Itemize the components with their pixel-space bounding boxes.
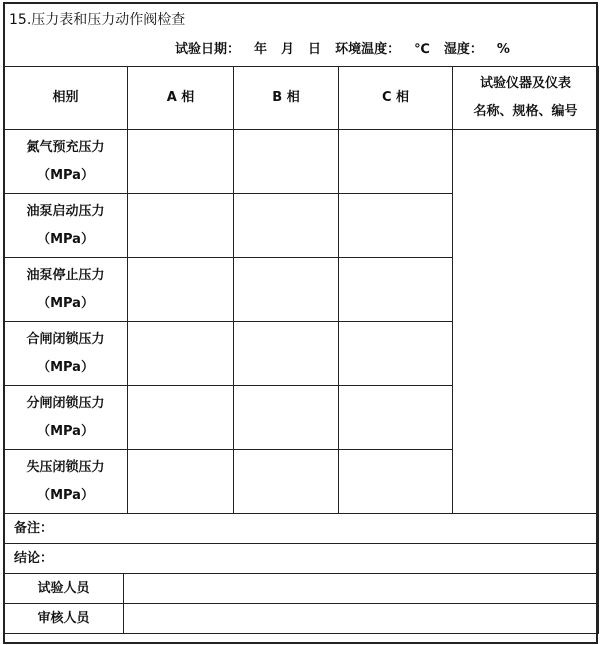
year-label: 年 — [254, 42, 268, 57]
cell-a-phase[interactable] — [128, 386, 234, 450]
instrument-cell[interactable] — [453, 130, 599, 514]
row-label: 合闸闭锁压力 （MPa） — [4, 322, 128, 386]
cell-a-phase[interactable] — [128, 450, 234, 514]
cell-a-phase[interactable] — [128, 194, 234, 258]
cell-c-phase[interactable] — [339, 258, 453, 322]
header-instrument: 试验仪器及仪表 名称、规格、编号 — [453, 67, 599, 130]
tester-input[interactable] — [124, 574, 599, 604]
row-label: 分闸闭锁压力 （MPa） — [4, 386, 128, 450]
remarks-field[interactable]: 备注： — [4, 514, 599, 544]
header-phase: 相别 — [4, 67, 128, 130]
date-label: 试验日期： — [175, 42, 241, 57]
cell-c-phase[interactable] — [339, 322, 453, 386]
header-c: C 相 — [339, 67, 453, 130]
humidity-unit: % — [496, 42, 510, 57]
test-meta — [175, 38, 524, 57]
cell-c-phase[interactable] — [339, 450, 453, 514]
conclusion-field[interactable]: 结论： — [4, 544, 599, 574]
cell-b-phase[interactable] — [234, 130, 339, 194]
cell-b-phase[interactable] — [234, 258, 339, 322]
table-row — [4, 130, 599, 194]
reviewer-input[interactable] — [124, 604, 599, 634]
day-label: 日 — [308, 42, 322, 57]
cell-a-phase[interactable] — [128, 322, 234, 386]
cell-b-phase[interactable] — [234, 450, 339, 514]
reviewer-label: 审核人员 — [4, 604, 124, 634]
inspection-table — [3, 66, 599, 634]
temp-unit: ℃ — [414, 42, 430, 57]
cell-a-phase[interactable] — [128, 130, 234, 194]
cell-b-phase[interactable] — [234, 386, 339, 450]
form-title: 15.压力表和压力动作阀检查 — [9, 12, 186, 28]
header-b: B 相 — [234, 67, 339, 130]
cell-c-phase[interactable] — [339, 194, 453, 258]
cell-b-phase[interactable] — [234, 322, 339, 386]
row-label: 失压闭锁压力 （MPa） — [4, 450, 128, 514]
row-label: 氮气预充压力 （MPa） — [4, 130, 128, 194]
month-label: 月 — [281, 42, 295, 57]
cell-c-phase[interactable] — [339, 130, 453, 194]
cell-a-phase[interactable] — [128, 258, 234, 322]
row-label: 油泵启动压力 （MPa） — [4, 194, 128, 258]
cell-c-phase[interactable] — [339, 386, 453, 450]
temp-label: 环境温度： — [335, 42, 401, 57]
cell-b-phase[interactable] — [234, 194, 339, 258]
row-label: 油泵停止压力 （MPa） — [4, 258, 128, 322]
header-a: A 相 — [128, 67, 234, 130]
humidity-label: 湿度： — [443, 42, 483, 57]
tester-label: 试验人员 — [4, 574, 124, 604]
